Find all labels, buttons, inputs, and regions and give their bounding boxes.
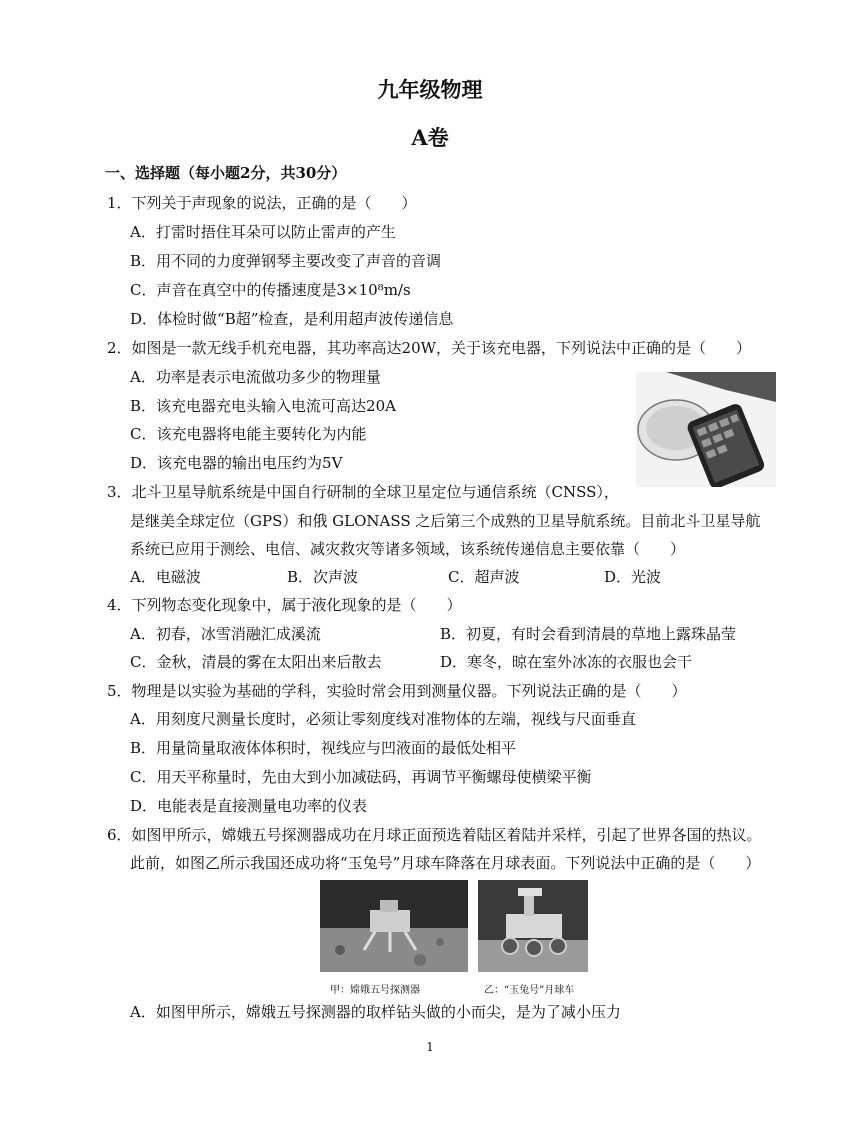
question-2-stem: 2．如图是一款无线手机充电器，其功率高达20W，关于该充电器，下列说法中正确的是（ ） xyxy=(107,339,752,357)
question-3-stem-line-2: 是继美全球定位（GPS）和俄 GLONASS 之后第三个成熟的卫星导航系统。目前北斗卫星导航 xyxy=(130,512,761,530)
question-6-option-a: A．如图甲所示，嫦娥五号探测器的取样钻头做的小而尖，是为了减小压力 xyxy=(130,1003,621,1021)
question-5-option-c: C．用天平称量时，先由大到小加减砝码，再调节平衡螺母使横梁平衡 xyxy=(130,768,592,786)
figure-caption-a: 甲：嫦娥五号探测器 xyxy=(330,985,420,996)
question-1-option-c: C．声音在真空中的传播速度是3×10⁸m/s xyxy=(130,281,411,299)
yutu-rover-image xyxy=(478,880,588,972)
question-4-option-b: B．初夏，有时会看到清晨的草地上露珠晶莹 xyxy=(440,625,737,643)
question-5-option-a: A．用刻度尺测量长度时，必须让零刻度线对准物体的左端，视线与尺面垂直 xyxy=(130,710,636,728)
question-5-stem: 5．物理是以实验为基础的学科，实验时常会用到测量仪器。下列说法正确的是（ ） xyxy=(107,682,687,700)
page-number: 1 xyxy=(426,1040,434,1054)
page-subtitle: A卷 xyxy=(411,125,449,150)
question-6-stem-line-2: 此前，如图乙所示我国还成功将“玉兔号”月球车降落在月球表面。下列说法中正确的是（ ） xyxy=(130,854,761,872)
question-2-option-b: B．该充电器充电头输入电流可高达20A xyxy=(130,397,396,415)
question-1-option-b: B．用不同的力度弹钢琴主要改变了声音的音调 xyxy=(130,252,442,270)
question-3-option-d: D．光波 xyxy=(604,568,662,586)
question-4-option-d: D．寒冬，晾在室外冰冻的衣服也会干 xyxy=(440,653,693,671)
wireless-charger-image xyxy=(636,372,776,487)
question-1-option-a: A．打雷时捂住耳朵可以防止雷声的产生 xyxy=(130,223,396,241)
question-2-option-a: A．功率是表示电流做功多少的物理量 xyxy=(130,368,381,386)
change5-lander-image xyxy=(320,880,468,972)
question-1-option-d: D．体检时做“B超”检查，是利用超声波传递信息 xyxy=(130,310,454,328)
section-heading: 一、选择题（每小题2分，共30分） xyxy=(105,164,347,182)
question-5-option-b: B．用量筒量取液体体积时，视线应与凹液面的最低处相平 xyxy=(130,739,517,757)
figure-caption-b: 乙：“玉兔号”月球车 xyxy=(484,985,575,996)
question-3-option-a: A．电磁波 xyxy=(130,568,201,586)
question-4-option-a: A．初春，冰雪消融汇成溪流 xyxy=(130,625,321,643)
question-6-stem-line-1: 6．如图甲所示，嫦娥五号探测器成功在月球正面预选着陆区着陆并采样，引起了世界各国的热议。 xyxy=(107,826,762,844)
page-title: 九年级物理 xyxy=(377,77,483,102)
question-3-option-b: B．次声波 xyxy=(287,568,359,586)
question-2-option-d: D．该充电器的输出电压约为5V xyxy=(130,454,343,472)
question-4-option-c: C．金秋，清晨的雾在太阳出来后散去 xyxy=(130,653,382,671)
question-4-stem: 4．下列物态变化现象中，属于液化现象的是（ ） xyxy=(107,596,462,614)
question-3-option-c: C．超声波 xyxy=(448,568,520,586)
question-3-stem-line-1: 3．北斗卫星导航系统是中国自行研制的全球卫星定位与通信系统（CNSS）， xyxy=(107,483,619,501)
question-1-stem: 1．下列关于声现象的说法，正确的是（ ） xyxy=(107,194,417,212)
question-5-option-d: D．电能表是直接测量电功率的仪表 xyxy=(130,797,368,815)
question-2-option-c: C．该充电器将电能主要转化为内能 xyxy=(130,425,367,443)
question-3-stem-line-3: 系统已应用于测绘、电信、减灾救灾等诸多领域，该系统传递信息主要依靠（ ） xyxy=(130,540,686,558)
